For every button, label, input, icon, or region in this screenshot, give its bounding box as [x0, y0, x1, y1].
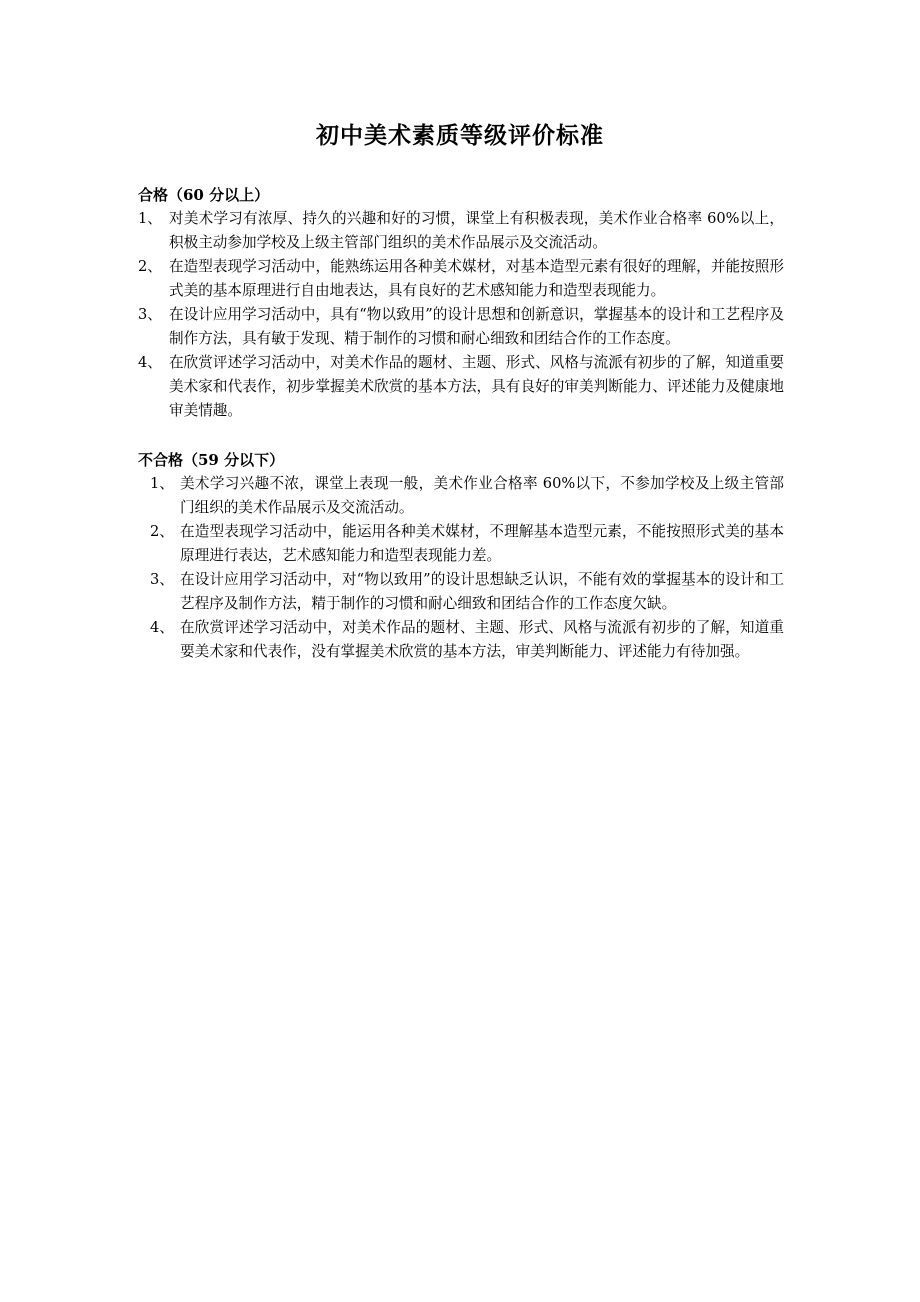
item-text: 在造型表现学习活动中，能运用各种美术媒材，不理解基本造型元素，不能按照形式美的基本原理进行表达，艺术感知能力和造型表现能力差。 — [180, 523, 784, 564]
fail-criteria-list — [138, 472, 784, 664]
item-number: 1、 — [138, 210, 162, 227]
pass-criterion-4 — [138, 351, 784, 423]
item-number: 2、 — [150, 523, 174, 540]
fail-criterion-1 — [138, 472, 784, 520]
item-number: 1、 — [150, 475, 174, 492]
pass-criterion-1 — [138, 207, 784, 255]
pass-heading: 合格（60 分以上） — [138, 186, 270, 204]
item-text: 在欣赏评述学习活动中，对美术作品的题材、主题、形式、风格与流派有初步的了解，知道重要美术家和代表作，没有掌握美术欣赏的基本方法，审美判断能力、评述能力有待加强。 — [180, 619, 784, 660]
item-number: 4、 — [150, 619, 174, 636]
item-number: 3、 — [138, 306, 162, 323]
pass-criteria-list — [138, 207, 784, 423]
pass-criterion-3 — [138, 303, 784, 351]
fail-criterion-2 — [138, 520, 784, 568]
fail-criterion-3 — [138, 568, 784, 616]
item-text: 美术学习兴趣不浓，课堂上表现一般，美术作业合格率 60%以下，不参加学校及上级主管部门组织的美术作品展示及交流活动。 — [180, 475, 784, 516]
fail-section — [138, 448, 784, 664]
fail-criterion-4 — [138, 616, 784, 664]
item-text: 在设计应用学习活动中，对“物以致用”的设计思想缺乏认识，不能有效的掌握基本的设计和工艺程序及制作方法，精于制作的习惯和耐心细致和团结合作的工作态度欠缺。 — [180, 571, 784, 612]
item-number: 3、 — [150, 571, 174, 588]
pass-section — [138, 183, 784, 423]
fail-heading: 不合格（59 分以下） — [138, 451, 285, 469]
item-text: 对美术学习有浓厚、持久的兴趣和好的习惯，课堂上有积极表现，美术作业合格率 60%以上，积极主动参加学校及上级主管部门组织的美术作品展示及交流活动。 — [169, 210, 784, 251]
pass-criterion-2 — [138, 255, 784, 303]
item-text: 在设计应用学习活动中，具有“物以致用”的设计思想和创新意识，掌握基本的设计和工艺程序及制作方法，具有敏于发现、精于制作的习惯和耐心细致和团结合作的工作态度。 — [169, 306, 784, 347]
item-number: 4、 — [138, 354, 162, 371]
document-title: 初中美术素质等级评价标准 — [316, 122, 604, 149]
item-text: 在造型表现学习活动中，能熟练运用各种美术媒材，对基本造型元素有很好的理解，并能按照形式美的基本原理进行自由地表达，具有良好的艺术感知能力和造型表现能力。 — [169, 258, 784, 299]
item-number: 2、 — [138, 258, 162, 275]
item-text: 在欣赏评述学习活动中，对美术作品的题材、主题、形式、风格与流派有初步的了解，知道重要美术家和代表作，初步掌握美术欣赏的基本方法，具有良好的审美判断能力、评述能力及健康地审美情趣。 — [169, 354, 784, 419]
